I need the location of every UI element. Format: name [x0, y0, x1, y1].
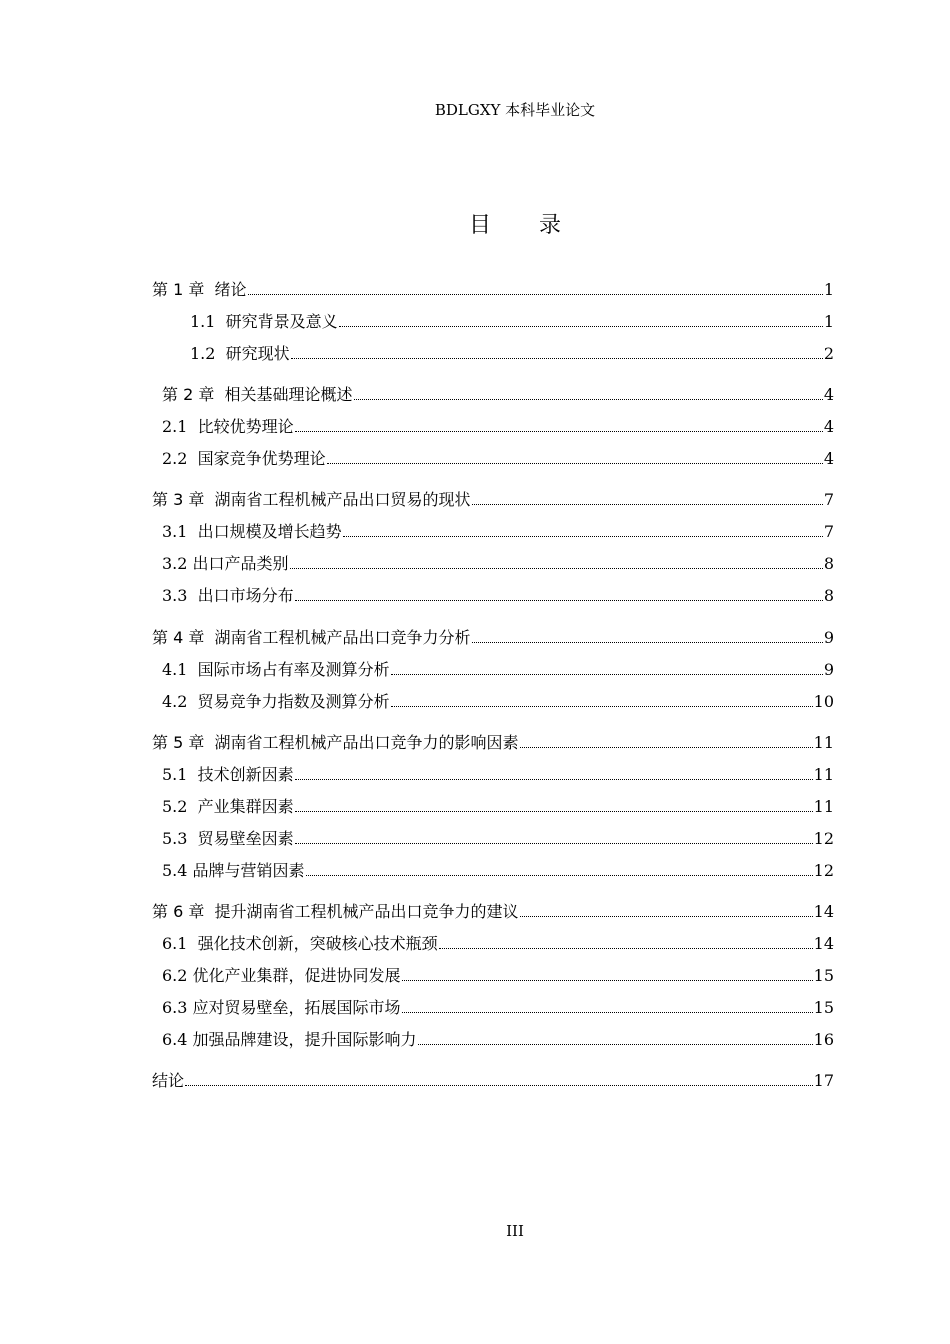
toc-entry-label: 3.3 出口市场分布 [162, 586, 294, 605]
toc-entry-page: 14 [813, 934, 834, 953]
toc-entry-label: 1.2 研究现状 [190, 344, 290, 363]
toc-entry-page: 1 [823, 312, 834, 331]
leader-dots [185, 1085, 813, 1086]
leader-dots [306, 875, 813, 876]
page-number: III [506, 1222, 524, 1240]
leader-dots [327, 463, 823, 464]
toc-entry-label: 3.1 出口规模及增长趋势 [162, 522, 342, 541]
toc-entry[interactable] [162, 659, 834, 681]
toc-entry[interactable] [190, 343, 834, 365]
toc-entry-page: 4 [823, 417, 834, 436]
toc-entry-page: 1 [823, 280, 834, 299]
leader-dots [391, 674, 823, 675]
toc-entry-page: 2 [823, 344, 834, 363]
toc-entry-label: 1.1 研究背景及意义 [190, 312, 338, 331]
leader-dots [343, 536, 823, 537]
leader-dots [339, 326, 823, 327]
toc-entry[interactable] [162, 448, 834, 470]
toc-entry-page: 11 [813, 797, 834, 816]
toc-entry-label: 第 4 章 湖南省工程机械产品出口竞争力分析 [152, 628, 471, 647]
leader-dots [418, 1044, 813, 1045]
toc-entry-page: 11 [813, 765, 834, 784]
toc-entry[interactable] [162, 764, 834, 786]
toc-entry[interactable] [162, 416, 834, 438]
toc-entry-page: 9 [823, 628, 834, 647]
toc-entry[interactable] [162, 796, 834, 818]
toc-entry[interactable] [162, 521, 834, 543]
toc-entry[interactable] [162, 965, 834, 987]
toc-entry[interactable] [162, 585, 834, 607]
toc-entry-label: 4.2 贸易竞争力指数及测算分析 [162, 692, 390, 711]
toc-entry[interactable] [152, 279, 834, 301]
toc-entry-label: 2.1 比较优势理论 [162, 417, 294, 436]
toc-entry-page: 4 [823, 449, 834, 468]
toc-entry-page: 8 [823, 554, 834, 573]
toc-entry[interactable] [162, 1029, 834, 1051]
toc-entry-page: 7 [823, 522, 834, 541]
toc-entry-label: 3.2 出口产品类别 [162, 554, 289, 573]
toc-entry[interactable] [162, 553, 834, 575]
toc-entry[interactable] [162, 384, 834, 406]
toc-entry-label: 6.3 应对贸易壁垒，拓展国际市场 [162, 998, 401, 1017]
toc-entry-page: 16 [813, 1030, 834, 1049]
toc-entry-label: 5.1 技术创新因素 [162, 765, 294, 784]
toc-entry-page: 12 [813, 861, 834, 880]
toc-title: 目录 [468, 213, 609, 238]
leader-dots [439, 948, 813, 949]
leader-dots [520, 916, 813, 917]
leader-dots [402, 980, 813, 981]
toc-entry[interactable] [152, 1070, 834, 1092]
toc-entry-label: 5.2 产业集群因素 [162, 797, 294, 816]
toc-entry-page: 11 [813, 733, 834, 752]
leader-dots [295, 431, 823, 432]
leader-dots [295, 811, 813, 812]
toc-entry-page: 12 [813, 829, 834, 848]
leader-dots [391, 706, 813, 707]
toc-entry-page: 9 [823, 660, 834, 679]
toc-entry-label: 第 3 章 湖南省工程机械产品出口贸易的现状 [152, 490, 471, 509]
leader-dots [290, 568, 823, 569]
toc-entry-page: 15 [813, 998, 834, 1017]
leader-dots [520, 747, 813, 748]
leader-dots [295, 600, 823, 601]
toc-entry[interactable] [162, 997, 834, 1019]
toc-entry[interactable] [190, 311, 834, 333]
toc-entry-label: 5.3 贸易壁垒因素 [162, 829, 294, 848]
toc-entry-label: 5.4 品牌与营销因素 [162, 861, 305, 880]
toc-entry-page: 10 [813, 692, 834, 711]
toc-entry-label: 第 2 章 相关基础理论概述 [162, 385, 353, 404]
leader-dots [472, 642, 823, 643]
toc-entry-page: 17 [813, 1071, 834, 1090]
toc-entry-page: 15 [813, 966, 834, 985]
toc-entry[interactable] [152, 901, 834, 923]
running-header: BDLGXY 本科毕业论文 [434, 101, 596, 119]
toc-entry[interactable] [162, 691, 834, 713]
leader-dots [295, 843, 813, 844]
toc-entry-label: 第 6 章 提升湖南省工程机械产品出口竞争力的建议 [152, 902, 519, 921]
toc-entry-label: 4.1 国际市场占有率及测算分析 [162, 660, 390, 679]
toc-entry-label: 第 5 章 湖南省工程机械产品出口竞争力的影响因素 [152, 733, 519, 752]
leader-dots [402, 1012, 813, 1013]
toc-entry-page: 14 [813, 902, 834, 921]
toc-entry[interactable] [162, 860, 834, 882]
toc-entry-label: 结论 [152, 1071, 185, 1090]
toc-entry[interactable] [162, 933, 834, 955]
toc-entry[interactable] [152, 489, 834, 511]
toc-entry[interactable] [152, 627, 834, 649]
toc-entry-label: 6.2 优化产业集群，促进协同发展 [162, 966, 401, 985]
toc-entry-page: 4 [823, 385, 834, 404]
toc-entry-label: 6.1 强化技术创新，突破核心技术瓶颈 [162, 934, 438, 953]
leader-dots [472, 504, 823, 505]
leader-dots [248, 294, 823, 295]
toc-entry[interactable] [162, 828, 834, 850]
toc-entry-page: 7 [823, 490, 834, 509]
toc-entry-page: 8 [823, 586, 834, 605]
toc-entry-label: 第 1 章 绪论 [152, 280, 247, 299]
toc-entry[interactable] [152, 732, 834, 754]
leader-dots [295, 779, 813, 780]
leader-dots [354, 399, 823, 400]
leader-dots [291, 358, 823, 359]
toc-entry-label: 6.4 加强品牌建设，提升国际影响力 [162, 1030, 417, 1049]
toc-entry-label: 2.2 国家竞争优势理论 [162, 449, 326, 468]
